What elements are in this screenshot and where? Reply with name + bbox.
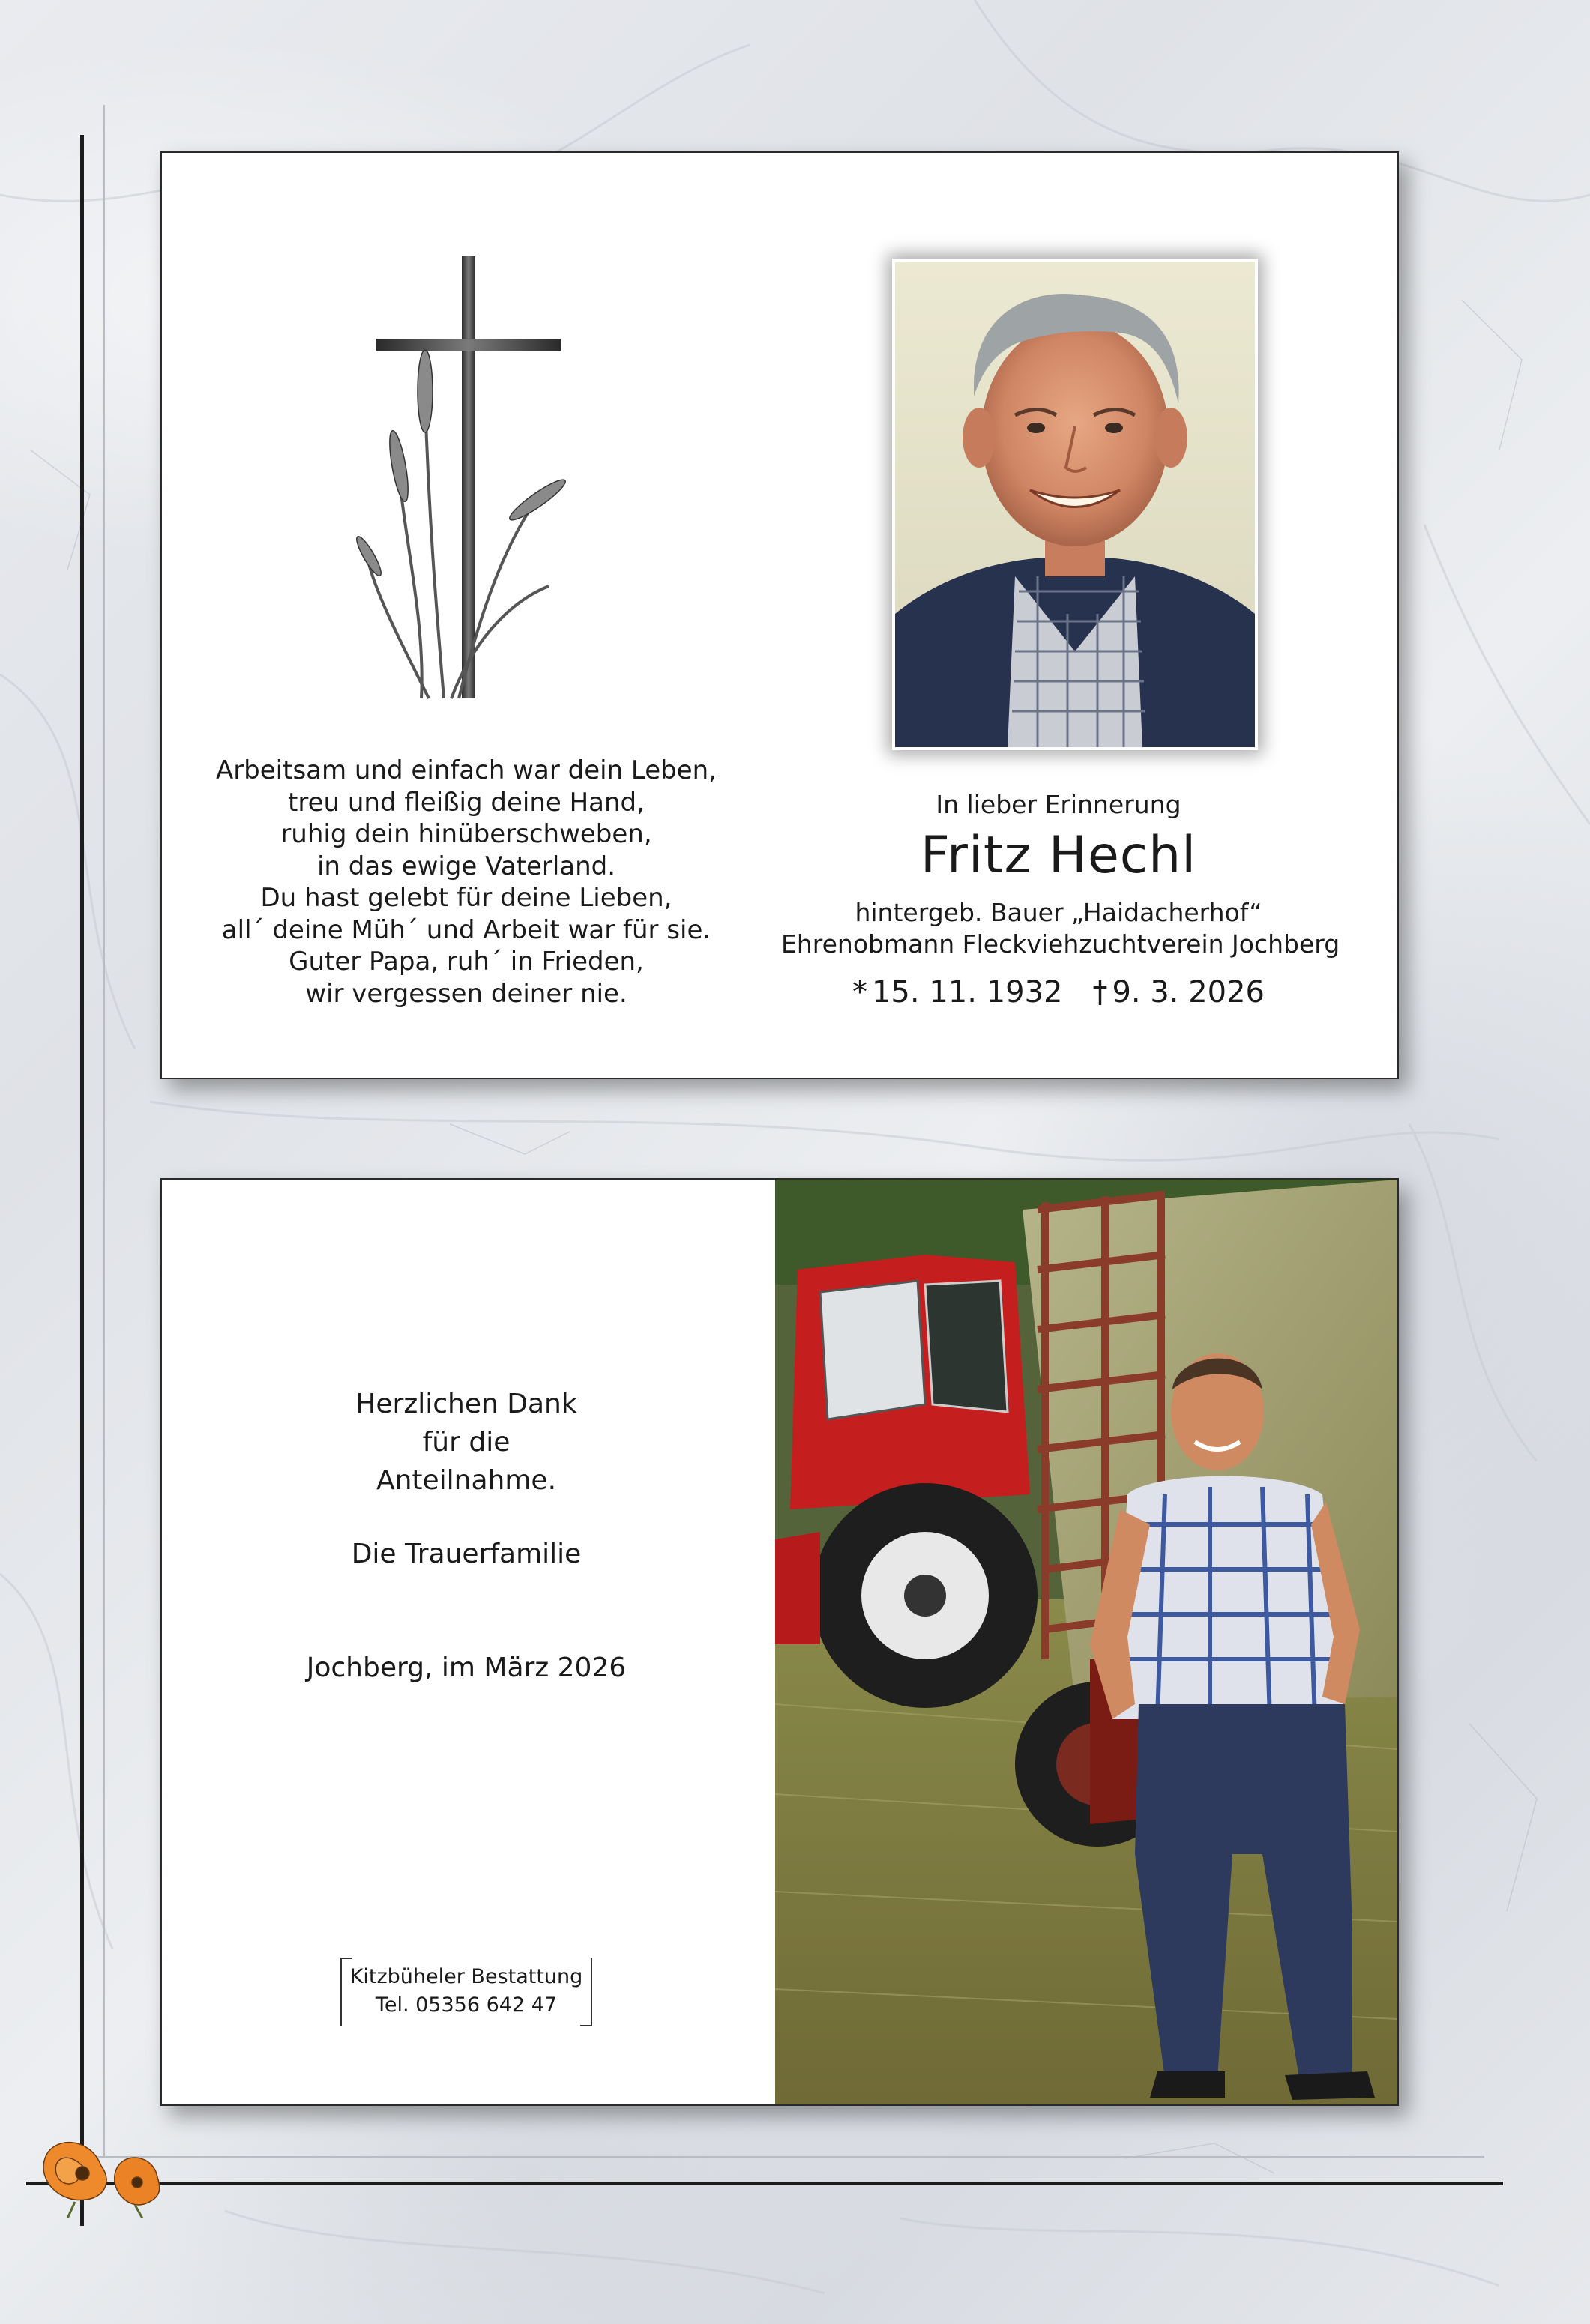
family-signature: Die Trauerfamilie — [351, 1539, 582, 1569]
poem-line: in das ewige Vaterland. — [316, 851, 616, 881]
death-symbol: † — [1092, 975, 1108, 1009]
portrait-photo — [892, 259, 1258, 750]
poem-line: Arbeitsam und einfach war dein Leben, — [215, 755, 717, 785]
place-date: Jochberg, im März 2026 — [306, 1653, 627, 1683]
memory-heading: In lieber Erinnerung — [936, 790, 1181, 819]
cross-with-wheat-icon — [354, 249, 586, 713]
frame-line-horizontal — [26, 2182, 1503, 2185]
poppy-flowers-icon — [30, 2113, 172, 2218]
undertaker-name: Kitzbüheler Bestattung — [349, 1965, 583, 1988]
undertaker-phone: Tel. 05356 642 47 — [375, 1993, 558, 2017]
poem-line: ruhig dein hinüberschweben, — [280, 819, 652, 849]
birth-symbol: * — [852, 975, 867, 1009]
frame-line-vertical — [80, 135, 84, 2226]
poem-line: treu und fleißig deine Hand, — [288, 787, 645, 818]
birth-date: 15. 11. 1932 — [871, 975, 1063, 1009]
poem-line: wir vergessen deiner nie. — [305, 978, 627, 1009]
undertaker-stamp — [340, 1958, 592, 2026]
obituary-front-card — [160, 151, 1399, 1079]
poem — [189, 755, 744, 1009]
frame-line-inner-horizontal — [75, 2156, 1484, 2158]
death-date: 9. 3. 2026 — [1112, 975, 1265, 1009]
obituary-back-card — [160, 1178, 1399, 2106]
farmer-with-tractor-photo — [775, 1180, 1397, 2104]
thanks-line: für die — [422, 1427, 511, 1458]
thanks-line: Herzlichen Dank — [355, 1389, 577, 1419]
description-occupation: hintergeb. Bauer „Haidacherhof“ — [855, 898, 1262, 927]
frame-line-inner-vertical — [103, 105, 105, 2158]
poem-line: all´ deine Müh´ und Arbeit war für sie. — [221, 914, 711, 945]
deceased-name: Fritz Hechl — [920, 826, 1197, 885]
life-dates — [834, 975, 1283, 1009]
poem-line: Guter Papa, ruh´ in Frieden, — [289, 947, 644, 977]
thanks-text — [286, 1385, 646, 1500]
poem-line: Du hast gelebt für deine Lieben, — [260, 883, 672, 913]
thanks-line: Anteilnahme. — [376, 1465, 557, 1496]
description-honor: Ehrenobmann Fleckviehzuchtverein Jochberg — [781, 929, 1340, 959]
